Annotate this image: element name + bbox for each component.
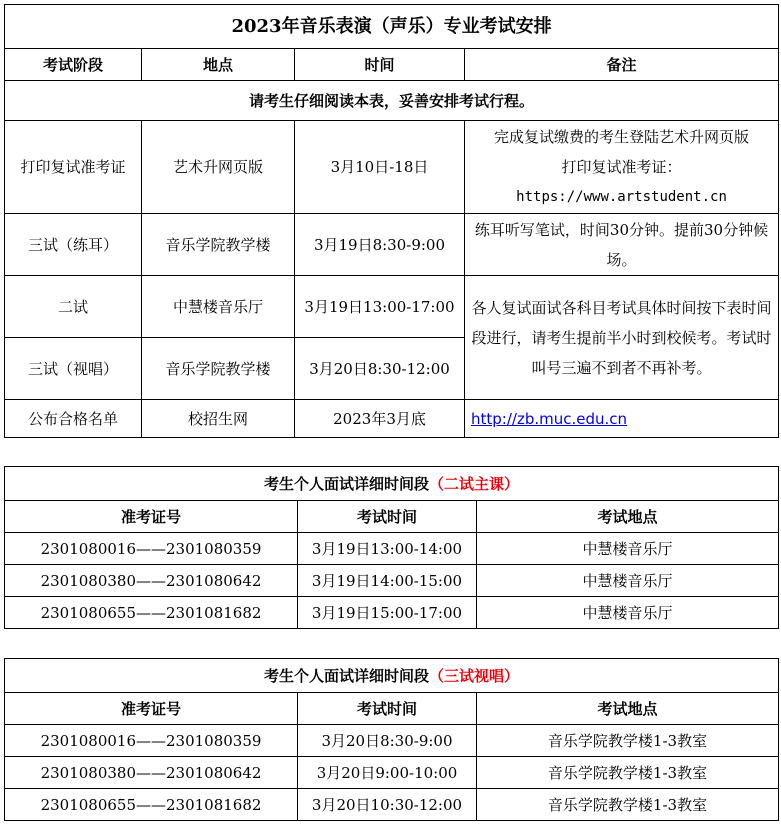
id-range-cell: 2301080380——2301080642	[5, 757, 298, 789]
header-place: 考试地点	[477, 501, 779, 533]
table-row	[5, 597, 779, 629]
table-row	[5, 789, 779, 821]
table-row	[5, 565, 779, 597]
header-time: 时间	[295, 49, 465, 81]
table-row	[5, 400, 779, 438]
place-cell: 音乐学院教学楼1-3教室	[477, 789, 779, 821]
header-id: 准考证号	[5, 693, 298, 725]
place-cell: 音乐学院教学楼1-3教室	[477, 725, 779, 757]
artstudent-url: https://www.artstudent.cn	[516, 189, 727, 205]
notice-row: 请考生仔细阅读本表，妥善安排考试行程。	[5, 81, 779, 121]
note-cell	[465, 121, 779, 214]
place-cell: 音乐学院教学楼	[142, 214, 295, 276]
table2-title-text: 考生个人面试详细时间段	[263, 474, 429, 493]
time-cell: 3月19日14:00-15:00	[298, 565, 477, 597]
id-range-cell: 2301080380——2301080642	[5, 565, 298, 597]
header-id: 准考证号	[5, 501, 298, 533]
place-cell: 中慧楼音乐厅	[477, 565, 779, 597]
table-row	[5, 725, 779, 757]
note-line: 打印复试准考证：	[561, 158, 682, 176]
place-cell: 艺术升网页版	[142, 121, 295, 214]
id-range-cell: 2301080655——2301081682	[5, 789, 298, 821]
note-line: 完成复试缴费的考生登陆艺术升网页版	[494, 128, 750, 146]
stage-cell: 三试（视唱）	[5, 338, 142, 400]
note-cell	[465, 400, 779, 438]
header-note: 备注	[465, 49, 779, 81]
time-cell: 3月19日8:30-9:00	[295, 214, 465, 276]
note-cell: 各人复试面试各科目考试具体时间按下表时间段进行，请考生提前半小时到校候考。考试时叫号三遍不到者不再补考。	[465, 276, 779, 400]
time-cell: 3月20日9:00-10:00	[298, 757, 477, 789]
time-cell: 3月10日-18日	[295, 121, 465, 214]
place-cell: 中慧楼音乐厅	[477, 533, 779, 565]
stage-cell: 公布合格名单	[5, 400, 142, 438]
place-cell: 音乐学院教学楼1-3教室	[477, 757, 779, 789]
place-cell: 校招生网	[142, 400, 295, 438]
table-row	[5, 533, 779, 565]
table3-title-highlight: （三试视唱）	[429, 666, 520, 685]
place-cell: 音乐学院教学楼	[142, 338, 295, 400]
header-time: 考试时间	[298, 501, 477, 533]
table-row	[5, 276, 779, 338]
place-cell: 中慧楼音乐厅	[142, 276, 295, 338]
time-cell: 3月20日10:30-12:00	[298, 789, 477, 821]
header-place: 考试地点	[477, 693, 779, 725]
time-cell: 3月19日13:00-14:00	[298, 533, 477, 565]
id-range-cell: 2301080655——2301081682	[5, 597, 298, 629]
admissions-link[interactable]: http://zb.muc.edu.cn	[471, 409, 628, 428]
table3-title	[5, 659, 779, 693]
interview-schedule-table-2	[4, 466, 779, 629]
id-range-cell: 2301080016——2301080359	[5, 533, 298, 565]
table2-title	[5, 467, 779, 501]
stage-cell: 打印复试准考证	[5, 121, 142, 214]
time-cell: 2023年3月底	[295, 400, 465, 438]
stage-cell: 三试（练耳）	[5, 214, 142, 276]
time-cell: 3月19日15:00-17:00	[298, 597, 477, 629]
table-row	[5, 757, 779, 789]
stage-cell: 二试	[5, 276, 142, 338]
exam-schedule-table	[4, 4, 779, 438]
table3-title-text: 考生个人面试详细时间段	[263, 666, 429, 685]
time-cell: 3月20日8:30-12:00	[295, 338, 465, 400]
id-range-cell: 2301080016——2301080359	[5, 725, 298, 757]
schedule-title: 2023年音乐表演（声乐）专业考试安排	[5, 5, 779, 49]
table-row	[5, 214, 779, 276]
place-cell: 中慧楼音乐厅	[477, 597, 779, 629]
note-cell: 练耳听写笔试，时间30分钟。提前30分钟候场。	[465, 214, 779, 276]
table2-title-highlight: （二试主课）	[429, 474, 520, 493]
interview-schedule-table-3	[4, 658, 779, 821]
time-cell: 3月19日13:00-17:00	[295, 276, 465, 338]
table-row	[5, 121, 779, 214]
header-stage: 考试阶段	[5, 49, 142, 81]
time-cell: 3月20日8:30-9:00	[298, 725, 477, 757]
header-place: 地点	[142, 49, 295, 81]
header-time: 考试时间	[298, 693, 477, 725]
